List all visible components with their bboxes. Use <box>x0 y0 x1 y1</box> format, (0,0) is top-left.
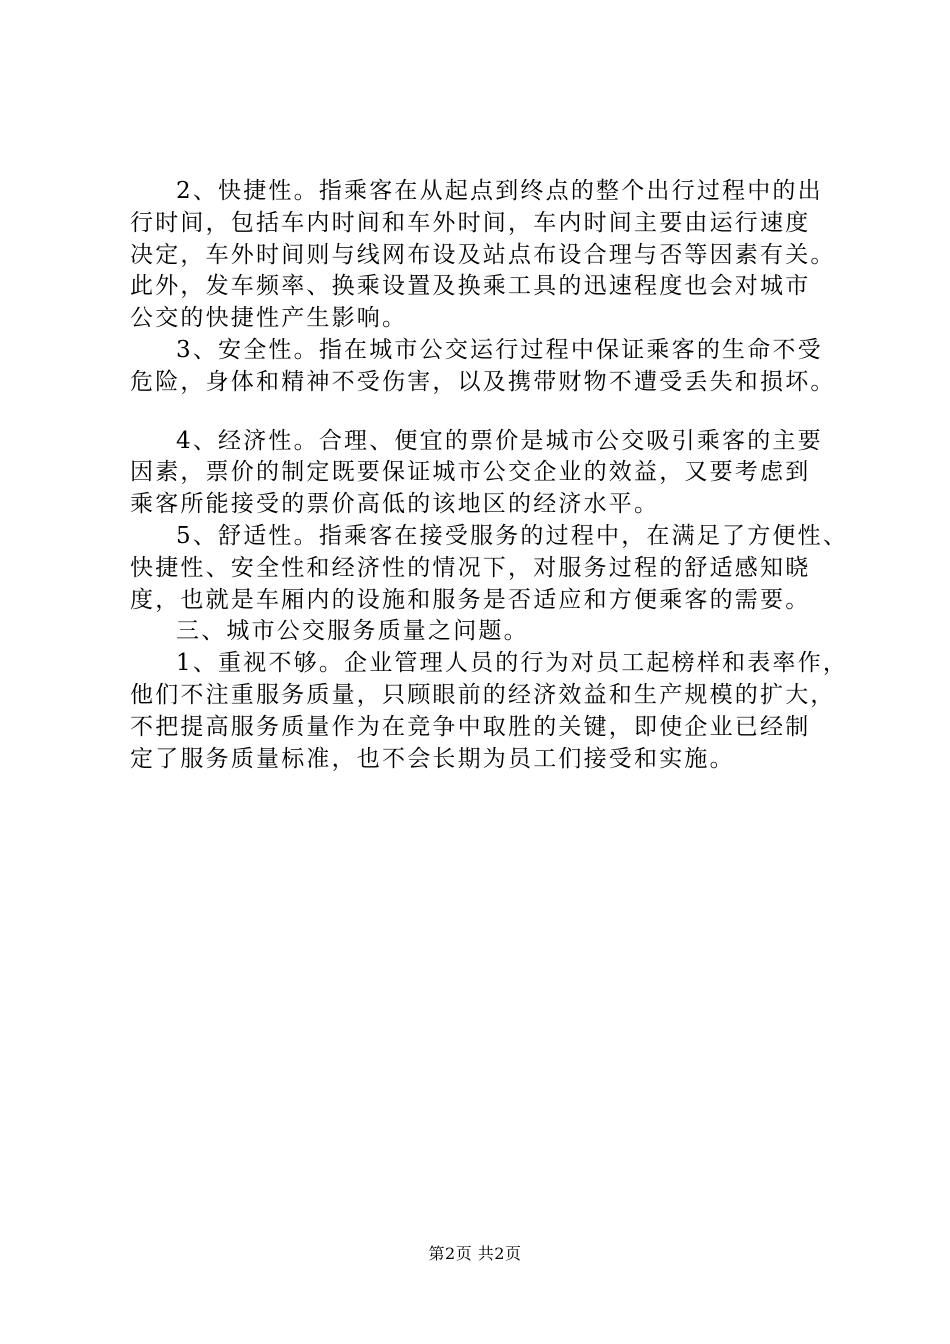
text-line: 公交的快捷性产生影响。 <box>130 305 408 332</box>
text-line: 乘客所能接受的票价高低的该地区的经济水平。 <box>130 491 660 518</box>
text-line: 危险，身体和精神不受伤害，以及携带财物不遭受丢失和损坏。 <box>130 368 836 395</box>
text-line: 他们不注重服务质量，只顾眼前的经济效益和生产规模的扩大， <box>130 681 836 708</box>
paragraph-quickness <box>130 176 836 335</box>
text-line: 此外，发车频率、换乘设置及换乘工具的迅速程度也会对城市 <box>130 273 811 300</box>
paragraph-comfort <box>130 521 849 616</box>
text-line: 定了服务质量标准，也不会长期为员工们接受和实施。 <box>130 745 735 772</box>
paragraph-attention <box>130 648 849 775</box>
section-heading-text: 三、城市公交服务质量之问题。 <box>176 618 529 645</box>
text-line: 行时间，包括车内时间和车外时间，车内时间主要由运行速度 <box>130 209 811 236</box>
text-line: 不把提高服务质量作为在竞争中取胜的关键，即使企业已经制 <box>130 713 811 740</box>
text-line: 4、经济性。合理、便宜的票价是城市公交吸引乘客的主要 <box>176 427 823 454</box>
section-heading <box>130 616 830 648</box>
text-line: 1、重视不够。企业管理人员的行为对员工起榜样和表率作， <box>176 650 849 677</box>
paragraph-safety <box>130 335 836 399</box>
text-line: 3、安全性。指在城市公交运行过程中保证乘客的生命不受 <box>176 336 823 363</box>
text-line: 2、快捷性。指乘客在从起点到终点的整个出行过程中的出 <box>176 178 823 204</box>
text-line: 度，也就是车厢内的设施和服务是否适应和方便乘客的需要。 <box>130 586 811 613</box>
page-number-label: 第2页 共2页 <box>428 1244 522 1263</box>
paragraph-economy <box>130 426 830 521</box>
paragraph-gap <box>130 399 830 426</box>
text-line: 5、舒适性。指乘客在接受服务的过程中，在满足了方便性、 <box>176 522 849 549</box>
document-body <box>130 176 849 775</box>
text-line: 因素，票价的制定既要保证城市公交企业的效益，又要考虑到 <box>130 459 811 486</box>
text-line: 快捷性、安全性和经济性的情况下，对服务过程的舒适感知晓 <box>130 554 811 581</box>
page-footer <box>0 1244 950 1264</box>
text-line: 决定，车外时间则与线网布设及站点布设合理与否等因素有关。 <box>130 241 836 268</box>
